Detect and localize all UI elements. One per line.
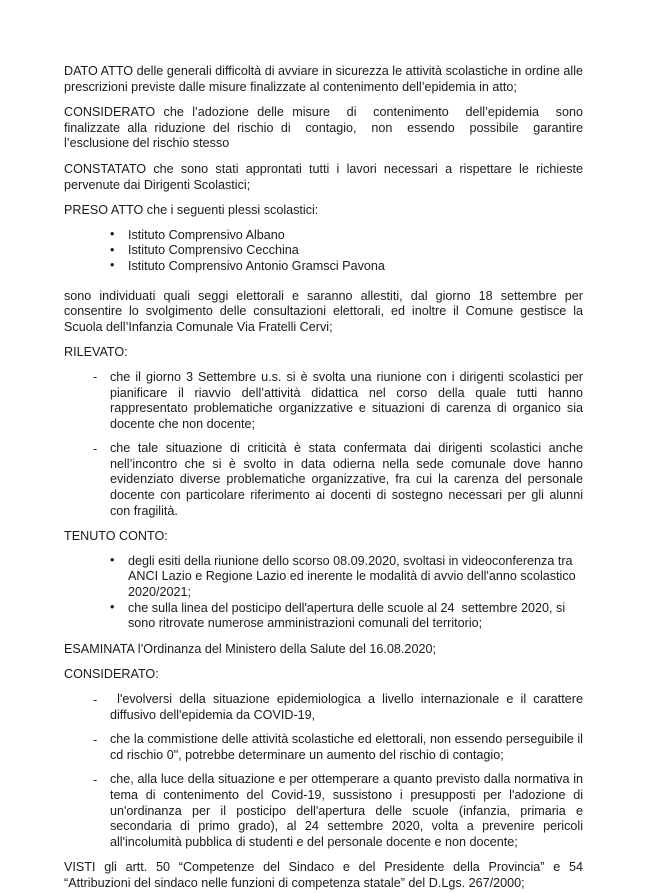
list-item: • degli esiti della riunione dello scorso 08.09.2020, svoltasi in videoconferenza tra ANCI Lazio e Regione Lazio ed inerente le modalità di avvio dell'anno scolastico 2020/2021; — [64, 554, 583, 601]
section-rilevato — [64, 345, 587, 519]
paragraph-esaminata: ESAMINATA l’Ordinanza del Ministero della Salute del 16.08.2020; — [64, 641, 436, 656]
list-plessi-scolastici — [64, 228, 583, 275]
list-rilevato — [64, 369, 587, 519]
paragraph-seggi: sono individuati quali seggi elettorali e saranno allestiti, dal giorno 18 settembre per consentire lo svolgimento delle consultazioni elettorali, ed inoltre il Comune gestisce la Scuola dell’Infanzia Comunale Via Fratelli Cervi; — [64, 288, 587, 334]
heading-considerato: CONSIDERATO: — [64, 667, 159, 682]
section-considerato-list — [64, 667, 587, 850]
paragraph-constatato: CONSTATATO che sono stati approntati tutti i lavori necessari a rispettare le richieste pervenute dai Dirigenti Scolastici; — [64, 161, 587, 192]
section-tenuto-conto — [64, 529, 583, 632]
section-esaminata — [64, 642, 583, 658]
list-tenuto-conto — [64, 554, 583, 632]
section-constatato — [64, 161, 587, 193]
list-considerato — [64, 692, 587, 850]
heading-rilevato: RILEVATO: — [64, 345, 128, 360]
list-item: • che sulla linea del posticipo dell'apertura delle scuole al 24 settembre 2020, si sono ritrovate numerose amministrazioni comunali del territorio; — [64, 601, 583, 632]
section-seggi — [64, 288, 587, 336]
list-item: - che, alla luce della situazione e per ottemperare a quanto previsto dalla normativa in tema di contenimento del Covid-19, sussistono i presupposti per l'adozione di un'ordinanza per il posticipo dell'apertura delle scuole (infanzia, primaria e secondaria di primo grado), al 24 settembre 2020, volta a prevenire pericoli all'incolumità pubblica di studenti e del personale docente e non docente; — [64, 772, 583, 850]
document-body — [64, 64, 587, 892]
section-visti — [64, 860, 587, 891]
paragraph-dato-atto: DATO ATTO delle generali difficoltà di avviare in sicurezza le attività scolastiche in ordine alle prescrizioni previste dalle misure finalizzate al contenimento dell’epidemia in atto; — [64, 64, 587, 94]
paragraph-considerato-misure: CONSIDERATO che l’adozione delle misure di contenimento dell’epidemia sono finalizzate alla riduzione del rischio di contagio, non essendo possibile garantire l’esclusione del rischio stesso — [64, 105, 587, 151]
list-item: • Istituto Comprensivo Albano — [64, 228, 583, 244]
list-item: - che tale situazione di criticità è stata confermata dai dirigenti scolastici anche nell’incontro che si è svolto in data odierna nella sede comunale dove hanno evidenziato diverse problematiche organizzative, fra cui la carenza del personale docente con particolare riferimento ai docenti di sostegno necessari per gli alunni con fragilità. — [64, 441, 583, 519]
section-dato-atto — [64, 64, 587, 95]
heading-tenuto-conto: TENUTO CONTO: — [64, 529, 168, 544]
section-considerato-misure — [64, 105, 587, 152]
paragraph-preso-atto: PRESO ATTO che i seguenti plessi scolastici: — [64, 203, 319, 218]
section-preso-atto — [64, 203, 583, 274]
paragraph-visti: VISTI gli artt. 50 “Competenze del Sindaco e del Presidente della Provincia” e 54 “Attribuzioni del sindaco nelle funzioni di competenza statale” del D.Lgs. 267/2000; — [64, 860, 587, 890]
list-item: - che la commistione delle attività scolastiche ed elettorali, non essendo perseguibile il cd rischio 0", potrebbe determinare un aumento del rischio di contagio; — [64, 732, 583, 763]
list-item: - l'evolversi della situazione epidemiologica a livello internazionale e il carattere diffusivo dell'epidemia da COVID-19, — [64, 692, 583, 723]
list-item: • Istituto Comprensivo Cecchina — [64, 243, 583, 259]
list-item: • Istituto Comprensivo Antonio Gramsci Pavona — [64, 259, 583, 275]
list-item: - che il giorno 3 Settembre u.s. si è svolta una riunione con i dirigenti scolastici per pianificare il riavvio dell’attività didattica nel corso della quale tutti hanno rappresentato problematiche organizzative e situazioni di carenza di organico sia docente che non docente; — [64, 370, 583, 432]
